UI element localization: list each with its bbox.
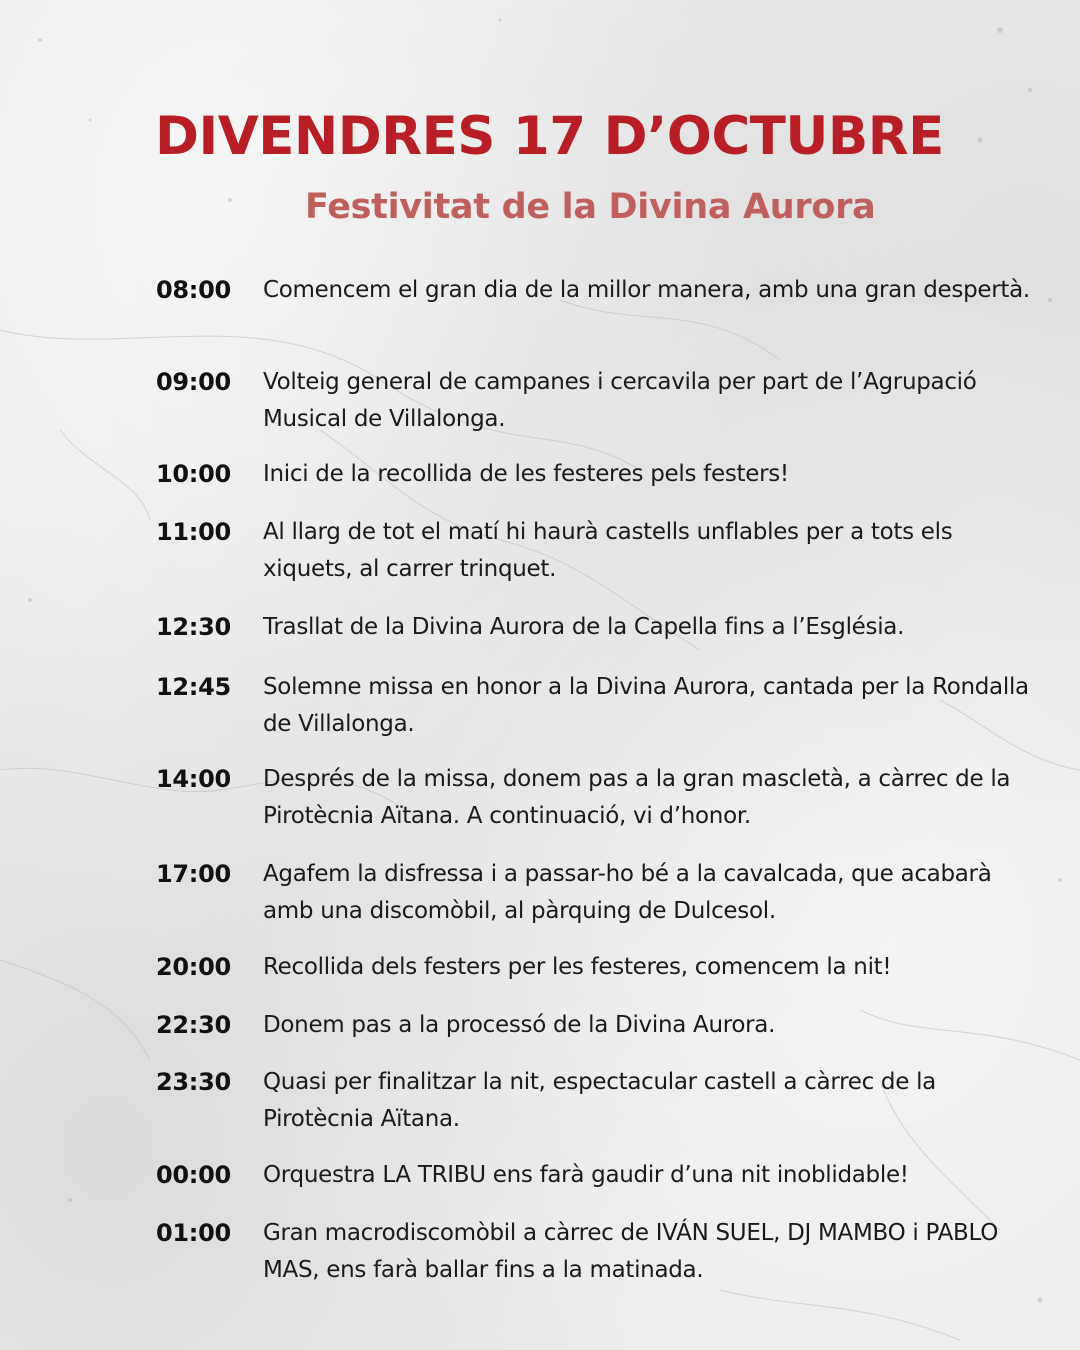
schedule-time: 00:00 (156, 1161, 231, 1189)
schedule-description: Orquestra LA TRIBU ens farà gaudir d’una nit inoblidable! (263, 1162, 909, 1188)
schedule-time: 22:30 (156, 1011, 231, 1039)
page-subtitle: Festivitat de la Divina Aurora (305, 187, 876, 227)
schedule-description: Després de la missa, donem pas a la gran mascletà, a càrrec de la Pirotècnia Aïtana. A continuació, vi d’honor. (263, 766, 1011, 829)
schedule-description: Recollida dels festers per les festeres, comencem la nit! (263, 954, 892, 980)
schedule-description: Solemne missa en honor a la Divina Aurora, cantada per la Rondalla de Villalonga. (263, 674, 1029, 737)
schedule-time: 17:00 (156, 860, 231, 888)
schedule-time: 10:00 (156, 460, 231, 488)
schedule-time: 11:00 (156, 518, 231, 546)
schedule-time: 12:30 (156, 613, 231, 641)
schedule-description: Quasi per finalitzar la nit, espectacular castell a càrrec de la Pirotècnia Aïtana. (263, 1069, 936, 1132)
schedule-time: 20:00 (156, 953, 231, 981)
schedule-time: 12:45 (156, 673, 231, 701)
schedule-time: 08:00 (156, 276, 231, 304)
schedule-description: Al llarg de tot el matí hi haurà castells unflables per a tots els xiquets, al carrer trinquet. (263, 519, 953, 582)
schedule-time: 14:00 (156, 765, 231, 793)
schedule-time: 09:00 (156, 368, 231, 396)
schedule-description: Trasllat de la Divina Aurora de la Capella fins a l’Església. (263, 614, 905, 640)
page-title: DIVENDRES 17 D’OCTUBRE (155, 106, 944, 167)
schedule-description: Agafem la disfressa i a passar-ho bé a la cavalcada, que acabarà amb una discomòbil, al pàrquing de Dulcesol. (263, 861, 992, 924)
schedule-description: Inici de la recollida de les festeres pels festers! (263, 461, 789, 487)
schedule-time: 23:30 (156, 1068, 231, 1096)
schedule-description: Volteig general de campanes i cercavila per part de l’Agrupació Musical de Villalonga. (263, 369, 977, 432)
schedule-description: Donem pas a la processó de la Divina Aurora. (263, 1012, 776, 1038)
schedule-time: 01:00 (156, 1219, 231, 1247)
schedule-description: Gran macrodiscomòbil a càrrec de IVÁN SUEL, DJ MAMBO i PABLO MAS, ens farà ballar fins a la matinada. (263, 1220, 999, 1283)
schedule-description: Comencem el gran dia de la millor manera, amb una gran despertà. (263, 277, 1030, 303)
